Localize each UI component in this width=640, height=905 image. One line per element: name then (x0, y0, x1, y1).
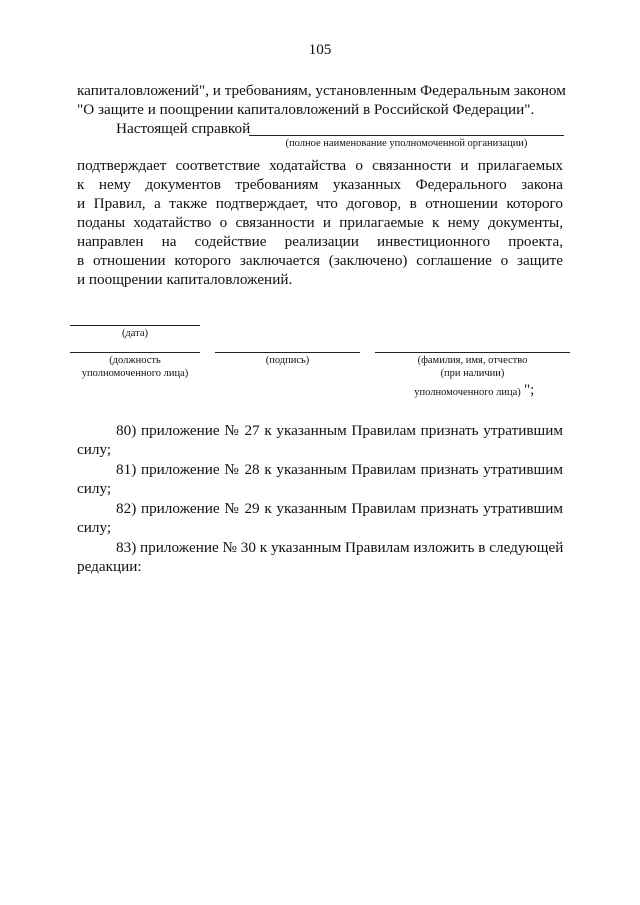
signature-field (215, 352, 360, 353)
closing-quote: "; (524, 382, 535, 398)
paragraph-2-line: направлен на содействие реализации инвестиционного проекта, (77, 233, 563, 250)
list-item-81-line-2: силу; (77, 480, 112, 497)
position-field (70, 352, 200, 353)
full-name-caption-line-1: (фамилия, имя, отчество (417, 355, 528, 366)
page-number: 105 (308, 41, 332, 58)
organization-name-caption: (полное наименование уполномоченной организации) (285, 138, 528, 149)
date-caption: (дата) (121, 328, 149, 339)
list-item-83-line-2: редакции: (77, 558, 142, 575)
date-field (70, 325, 200, 326)
position-caption-line-2: уполномоченного лица) (81, 368, 189, 379)
certificate-label: Настоящей справкой (116, 120, 251, 137)
paragraph-1-line-2: "О защите и поощрении капиталовложений в Российской Федерации". (77, 101, 535, 118)
full-name-caption-line-3: уполномоченного лица) (414, 387, 521, 398)
list-item-80-line-2: силу; (77, 441, 112, 458)
list-item-81-line-1: 81) приложение № 28 к указанным Правилам признать утратившим (116, 461, 563, 478)
paragraph-2-line: в отношении которого заключается (заключено) соглашение о защите (77, 252, 563, 269)
paragraph-2-line: подтверждает соответствие ходатайства о связанности и прилагаемых (77, 157, 563, 174)
paragraph-2-last-line: и поощрении капиталовложений. (77, 271, 293, 288)
signature-caption: (подпись) (265, 355, 310, 366)
list-item-82-line-2: силу; (77, 519, 112, 536)
full-name-caption-line-2: (при наличии) (440, 368, 505, 379)
list-item-83-line-1: 83) приложение № 30 к указанным Правилам изложить в следующей (116, 539, 564, 556)
list-item-80-line-1: 80) приложение № 27 к указанным Правилам признать утратившим (116, 422, 563, 439)
position-caption-line-1: (должность (109, 355, 161, 366)
list-item-82-line-1: 82) приложение № 29 к указанным Правилам признать утратившим (116, 500, 563, 517)
organization-name-field (249, 135, 564, 136)
paragraph-2-line: поданы ходатайство о связанности и прилагаемые к нему документы, (77, 214, 563, 231)
paragraph-2-line: и Правил, а также подтверждает, что договор, в отношении которого (77, 195, 563, 212)
paragraph-1-line-1: капиталовложений", и требованиям, установленным Федеральным законом (77, 82, 566, 99)
full-name-field (375, 352, 570, 353)
paragraph-2-line: к нему документов требованиям указанных Федерального закона (77, 176, 563, 193)
